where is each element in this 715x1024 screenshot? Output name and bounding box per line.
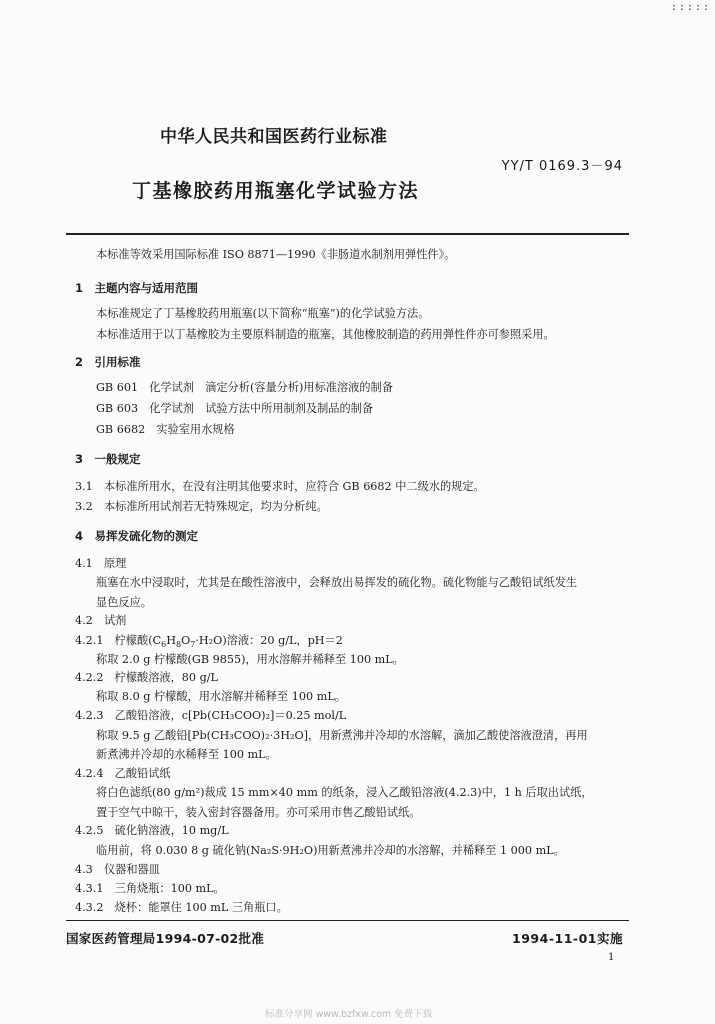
clause-4-2-3-paragraph: 新煮沸并冷却的水稀释至 100 mL。 <box>96 748 277 761</box>
section-1-paragraph: 本标准规定了丁基橡胶药用瓶塞(以下简称“瓶塞”)的化学试验方法。 <box>96 307 430 320</box>
clause-4-1-paragraph: 瓶塞在水中浸取时，尤其是在酸性溶液中，会释放出易挥发的硫化物。硫化物能与乙酸铅试纸发生 <box>96 576 578 589</box>
reference-item: GB 6682 实验室用水规格 <box>96 423 235 436</box>
approval-line: 国家医药管理局1994-07-02批准 <box>66 931 265 946</box>
clause-4-2-4-paragraph: 将白色滤纸(80 g/m²)裁成 15 mm×40 mm 的纸条，浸入乙酸铅溶液(4.2.3)中，1 h 后取出试纸， <box>96 786 593 799</box>
section-4-heading: 4 易挥发硫化物的测定 <box>75 529 199 543</box>
clause-4-2-4-paragraph: 置于空气中晾干，装入密封容器备用。亦可采用市售乙酸铅试纸。 <box>96 806 421 819</box>
page-number: 1 <box>608 952 615 963</box>
section-1-paragraph: 本标准适用于以丁基橡胶为主要原料制造的瓶塞，其他橡胶制造的药用弹性件亦可参照采用。 <box>96 328 555 341</box>
section-1-heading: 1 主题内容与适用范围 <box>75 281 199 295</box>
clause-4-3-heading: 4.3 仪器和器皿 <box>75 863 160 876</box>
effective-date: 1994-11-01实施 <box>512 931 623 946</box>
clause-4-2-2-paragraph: 称取 8.0 g 柠檬酸，用水溶解并稀释至 100 mL。 <box>96 690 346 703</box>
footer-rule <box>66 920 629 921</box>
section-2-heading: 2 引用标准 <box>75 355 141 369</box>
issuing-organization: 中华人民共和国医药行业标准 <box>160 127 388 147</box>
clause-4-2-4-heading: 4.2.4 乙酸铅试纸 <box>75 767 171 780</box>
clause-4-2-3-heading: 4.2.3 乙酸铅溶液，c[Pb(CH₃COO)₂]＝0.25 mol/L <box>75 709 347 722</box>
clause-4-2-heading: 4.2 试剂 <box>75 614 127 627</box>
clause-4-1-paragraph: 显色反应。 <box>96 596 152 609</box>
clause-4-2-1-heading: 4.2.1 柠檬酸$(C_6H_8O_7\cdot H_2O)$溶液：20 g/L，pH＝2 <box>75 634 343 650</box>
clause-4-2-1-paragraph: 称取 2.0 g 柠檬酸(GB 9855)，用水溶解并稀释至 100 mL。 <box>96 653 404 666</box>
header-rule <box>66 233 629 235</box>
clause-4-2-3-paragraph: 称取 9.5 g 乙酸铅[Pb(CH₃COO)₂·3H₂O]，用新煮沸并冷却的水溶解，滴加乙酸使溶液澄清，再用 <box>96 729 588 742</box>
standard-code: YY/T 0169.3－94 <box>501 159 623 174</box>
watermark: 标准分享网 www.bzfxw.com 免费下载 <box>265 1009 433 1020</box>
intro-paragraph: 本标准等效采用国际标准 ISO 8871—1990《非肠道水制剂用弹性件》。 <box>96 248 456 261</box>
clause-3-1: 3.1 本标准所用水，在没有注明其他要求时，应符合 GB 6682 中二级水的规定。 <box>75 480 485 493</box>
corner-mark: ::::: <box>670 2 711 13</box>
clause-4-2-5-heading: 4.2.5 硫化钠溶液，10 mg/L <box>75 824 229 837</box>
clause-3-2: 3.2 本标准所用试剂若无特殊规定，均为分析纯。 <box>75 500 328 513</box>
reference-item: GB 603 化学试剂 试验方法中所用制剂及制品的制备 <box>96 402 374 415</box>
clause-4-1-heading: 4.1 原理 <box>75 557 127 570</box>
clause-4-2-5-paragraph: 临用前，将 0.030 8 g 硫化钠(Na₂S·9H₂O)用新煮沸并冷却的水溶解，并稀释至 1 000 mL。 <box>96 844 565 857</box>
clause-4-3-1: 4.3.1 三角烧瓶：100 mL。 <box>75 882 225 895</box>
clause-4-2-2-heading: 4.2.2 柠檬酸溶液，80 g/L <box>75 671 218 684</box>
section-3-heading: 3 一般规定 <box>75 452 141 466</box>
reference-item: GB 601 化学试剂 滴定分析(容量分析)用标准溶液的制备 <box>96 381 393 394</box>
clause-4-3-2: 4.3.2 烧杯：能罩住 100 mL 三角瓶口。 <box>75 901 288 914</box>
document-title: 丁基橡胶药用瓶塞化学试验方法 <box>132 180 420 202</box>
